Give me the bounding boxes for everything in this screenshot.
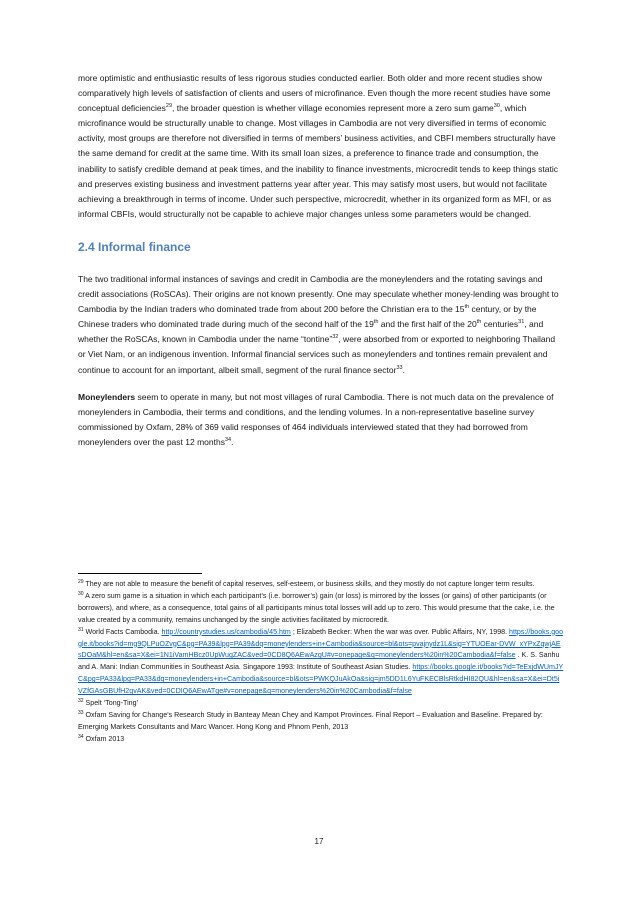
footnote-34 (78, 734, 564, 746)
footnote-ref-32[interactable]: 32 (332, 334, 339, 341)
page-number: 17 (314, 837, 324, 846)
para-text: seem to operate in many, but not most villages of rural Cambodia. There is not much data on the prevalence of moneylenders in Cambodia, their terms and conditions, and the lending volumes. In a non-representative baseline survey commissioned by Oxfam, 28% of 369 valid responses of 464 individuals interviewed stated that they had borrowed from moneylenders over the past 12 months (78, 392, 554, 448)
footnote-ref-33[interactable]: 33 (396, 364, 403, 371)
footnote-ref-34[interactable]: 34 (224, 437, 232, 444)
footnotes (78, 579, 564, 746)
section-heading: 2.4 Informal finance (78, 240, 191, 254)
footnote-number: 33 (78, 709, 84, 716)
google-books-link-1[interactable]: https://books.google.it/books?id=mg9QLPuOZvgC&pg=PA39&lpg=PA39&dq=moneylenders+in+Cambodia&source=bl&ots=pvajnydz1L&sig=YTUOEar-DVW_xYPxZqwjAEsDOaM&hl=en&sa=X&ei=1N1iVamHBcz0UpWugZAC&ved=0CD8Q6AEwAzgU#v=onepage&q=moneylenders%20in%20Cambodia&f=false (78, 627, 564, 660)
google-books-link-2[interactable]: https://books.google.it/books?id=TeExjdWUmJYC&pg=PA33&lpg=PA33&dq=moneylenders+in+Cambodia&source=bl&ots=PWKQJuAkOa&sig=jm5DD1L6YuFKECBlsRtkdHI82QU&hl=en&sa=X&ei=Dt5iVZfGAsGBUfH2gvAK&ved=0CDIQ6AEwATge#v=onepage&q=moneylenders%20in%20Cambodia&f=false (78, 663, 564, 696)
footnote-ref-30[interactable]: 30 (493, 103, 500, 110)
footnote-ref-31[interactable]: 31 (518, 319, 525, 326)
footnote-number: 30 (78, 590, 84, 597)
footnote-ref-29[interactable]: 29 (165, 103, 173, 110)
footnote-number: 34 (78, 733, 84, 740)
para-text: . (402, 364, 405, 375)
para-text: more optimistic and enthusiastic results of less rigorous studies conducted earlier. Both older and more recent studies show comparatively high levels of satisfaction of clients and users of microfinance. Even though the more recent studies have some conceptual deficiencies (78, 73, 551, 114)
para-text: and the first half of the 20 (378, 319, 477, 330)
footnote-30 (78, 591, 564, 627)
para-text: The two traditional informal instances of savings and credit in Cambodia are the moneylenders and the rotating savings and credit associations (RoSCAs). Their origins are not known presently. One may speculate whether money-lending was brought to Cambodia by the Indian traders who dominated trade from about 200 before the Christian era to the 15 (78, 274, 559, 315)
footnote-separator (78, 573, 202, 574)
footnote-text: Oxfam 2013 (83, 734, 125, 743)
bold-term: Moneylenders (78, 392, 136, 402)
para-text: , and whether the RoSCAs, known in Cambodia under the name “tontine” (78, 319, 544, 345)
para-text: , which microfinance would be structurally unable to change. Most villages in Cambodia are not very diversified in terms of economic activity, most groups are therefore not diversified in terms of members’ business activities, and CBFI members structurally have the same demand for credit at the same time. With its small loan sizes, a preference to finance trade and consumption, the inability to satisfy credible demand at peak times, and the inability to finance investments, microcredit tends to keep things static and preserves existing business and investment patterns year after year. This may satisfy most users, but would not facilitate achieving a breakthrough in terms of income. Under such perspective, microcredit, whether in its organized form as MFI, or as informal CBFIs, would structurally not be capable to achieve major changes unless some parameters would be changed. (78, 103, 559, 219)
para-text: centuries (481, 319, 519, 330)
footnote-33 (78, 710, 564, 734)
countrystudies-link[interactable]: http://countrystudies.us/cambodia/45.htm (161, 627, 291, 636)
para-text: , were absorbed from or exported to neighboring Thailand or Viet Nam, or an indigenous invention. Informal financial services such as moneylenders and tontines remain prevalent and continue to account for an important, albeit small, segment of the rural finance sector (78, 334, 556, 375)
footnote-number: 31 (78, 626, 84, 633)
footnote-text: A zero sum game is a situation in which each participant’s (i.e. borrower’s) gain (or loss) is mirrored by the losses (or gains) of other participants (or borrowers), and where, as a consequence, total gains of all participants minus total losses will add up to zero. This would presume that the cake, i.e. the value created by a community, remains unchanged by the single activities facilitated by microcredit. (78, 591, 555, 624)
para-text: , the broader question is whether village economies represent more a zero sum game (172, 103, 494, 114)
ordinal-suffix: th (476, 319, 482, 326)
footnote-text: Spelt ‘Tong-Ting’ (83, 699, 139, 708)
para-text: century, or by the Chinese traders who dominated trade during much of the second half of the 19 (78, 304, 537, 330)
footnote-text: World Facts Cambodia. (83, 627, 162, 636)
footnote-number: 29 (78, 579, 84, 585)
ordinal-suffix: th (373, 319, 379, 326)
footnote-text: . K. S. Sanhu and A. Mani: Indian Communities in Southeast Asia. Singapore 1993: Institute of Southeast Asian Studies. (78, 651, 560, 672)
paragraph-moneylenders (78, 390, 564, 450)
para-text: . (231, 437, 234, 448)
footnote-text: Oxfam Saving for Change’s Research Study in Banteay Mean Chey and Kampot Provinces. Final Report – Evaluation and Baseline. Prepared by: Emerging Markets Consultants and Marc Wancer. Hong Kong and Phnom Penh, 2013 (78, 710, 543, 731)
footnote-number: 32 (78, 698, 84, 705)
ordinal-suffix: th (464, 304, 470, 311)
paragraph-zero-sum (78, 71, 564, 222)
footnote-text: They are not able to measure the benefit of capital reserves, self-esteem, or business skills, and they mostly do not capture longer term results. (83, 580, 535, 588)
footnote-29 (78, 579, 564, 591)
paragraph-informal-instances (78, 272, 564, 378)
footnote-32 (78, 698, 564, 710)
footnote-text: ; Elizabeth Becker: When the war was over. Public Affairs, NY, 1998. (290, 627, 508, 636)
footnote-31 (78, 627, 564, 698)
